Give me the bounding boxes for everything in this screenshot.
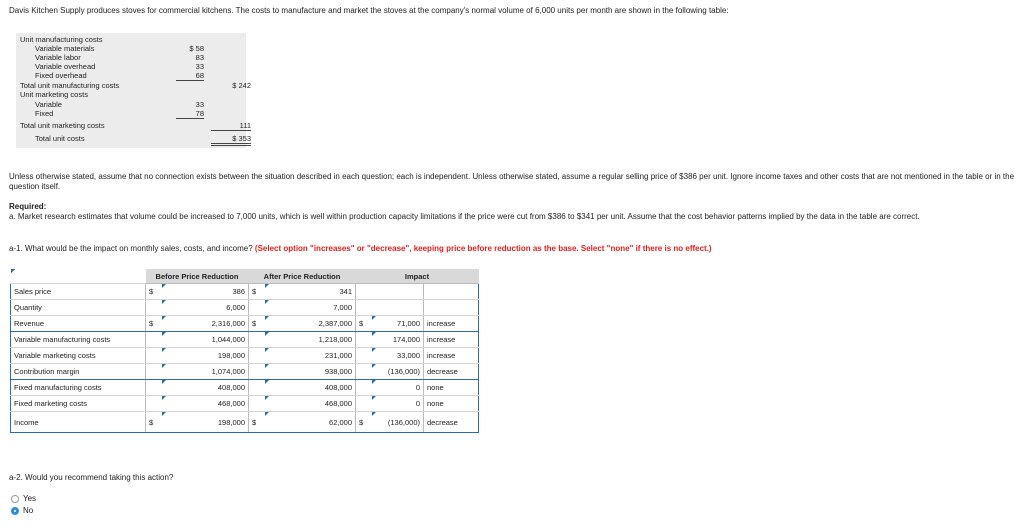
before-value[interactable]: 408,000 xyxy=(162,380,249,396)
impact-table xyxy=(10,269,479,433)
row-label: Quantity xyxy=(11,300,146,316)
row-label: Income xyxy=(11,412,146,433)
radio-no[interactable] xyxy=(11,507,19,515)
cost-label: Total unit manufacturing costs xyxy=(20,81,120,90)
before-value[interactable]: 6,000 xyxy=(162,300,249,316)
row-label: Fixed manufacturing costs xyxy=(11,380,146,396)
cost-label: Unit marketing costs xyxy=(20,90,88,99)
cost-row xyxy=(16,134,251,143)
impact-value xyxy=(372,284,424,300)
before-currency xyxy=(146,348,163,364)
table-row xyxy=(11,396,479,412)
after-currency xyxy=(249,396,266,412)
question-a1-instructions: (Select option "increases" or "decrease", keeping price before reduction as the base. Select "none" if there is no effect.) xyxy=(254,244,712,253)
cost-row xyxy=(16,71,246,80)
cost-row xyxy=(16,53,246,62)
assumptions-text: Unless otherwise stated, assume that no connection exists between the situation described in each question; each is independent. Unless otherwise stated, assume a regular selling price of $386 per unit. Ignore income taxes and other costs that are not mentioned in the table or in the question itself. xyxy=(9,172,1015,191)
before-currency: $ xyxy=(146,412,163,433)
impact-currency xyxy=(356,332,373,348)
header-impact: Impact xyxy=(356,269,479,284)
after-currency: $ xyxy=(249,284,266,300)
cost-label: Variable overhead xyxy=(35,62,96,71)
cost-total: 111 xyxy=(211,121,251,131)
impact-effect-select[interactable]: none xyxy=(424,380,479,396)
cost-label: Total unit costs xyxy=(35,134,85,143)
cost-row xyxy=(16,100,246,109)
impact-effect-select[interactable]: none xyxy=(424,396,479,412)
after-value[interactable]: 2,387,000 xyxy=(265,316,356,332)
before-value[interactable]: 198,000 xyxy=(162,348,249,364)
after-value[interactable]: 468,000 xyxy=(265,396,356,412)
row-label: Variable marketing costs xyxy=(11,348,146,364)
before-currency xyxy=(146,380,163,396)
table-header-row xyxy=(11,269,479,284)
cost-label: Fixed overhead xyxy=(35,71,87,80)
impact-value[interactable]: 33,000 xyxy=(372,348,424,364)
row-label: Variable manufacturing costs xyxy=(11,332,146,348)
row-label: Revenue xyxy=(11,316,146,332)
header-after: After Price Reduction xyxy=(249,269,356,284)
header-blank xyxy=(11,269,146,284)
after-value[interactable]: 1,218,000 xyxy=(265,332,356,348)
before-value[interactable]: 2,316,000 xyxy=(162,316,249,332)
after-currency xyxy=(249,364,266,380)
cost-label: Variable materials xyxy=(35,44,95,53)
question-a1 xyxy=(9,244,1017,254)
cost-label: Variable labor xyxy=(35,53,81,62)
cost-value: 78 xyxy=(176,109,204,119)
table-row xyxy=(11,284,479,300)
cost-value: 33 xyxy=(195,100,204,109)
unit-cost-table xyxy=(16,33,251,148)
before-value[interactable]: 198,000 xyxy=(162,412,249,433)
impact-currency xyxy=(356,396,373,412)
requirement-a: a. Market research estimates that volume could be increased to 7,000 units, which is well within production capacity limitations if the price were cut from $386 to $341 per unit. Assume that the cost behavior patterns implied by the data in the table are correct. xyxy=(9,212,920,221)
table-row xyxy=(11,348,479,364)
table-row xyxy=(11,316,479,332)
after-currency: $ xyxy=(249,316,266,332)
before-currency xyxy=(146,396,163,412)
cost-value: 68 xyxy=(176,71,204,81)
after-currency: $ xyxy=(249,412,266,433)
after-value[interactable]: 62,000 xyxy=(265,412,356,433)
table-row xyxy=(11,380,479,396)
impact-currency: $ xyxy=(356,316,373,332)
after-value[interactable]: 231,000 xyxy=(265,348,356,364)
cost-row xyxy=(16,44,246,53)
cost-row xyxy=(16,62,246,71)
after-currency xyxy=(249,348,266,364)
impact-currency xyxy=(356,284,373,300)
impact-value[interactable]: (136,000) xyxy=(372,412,424,433)
cost-row xyxy=(16,35,246,44)
cost-total: $ 242 xyxy=(232,81,251,90)
row-label: Contribution margin xyxy=(11,364,146,380)
cost-label: Fixed xyxy=(35,109,54,118)
before-currency xyxy=(146,300,163,316)
before-currency: $ xyxy=(146,284,163,300)
before-value[interactable]: 1,044,000 xyxy=(162,332,249,348)
table-row xyxy=(11,332,479,348)
cost-label: Total unit marketing costs xyxy=(20,121,105,130)
impact-currency xyxy=(356,380,373,396)
cost-value: 33 xyxy=(195,62,204,71)
cost-row xyxy=(16,109,246,118)
impact-currency xyxy=(356,300,373,316)
question-a1-text: a-1. What would be the impact on monthly sales, costs, and income? xyxy=(9,244,253,253)
cost-grand-total: $ 353 xyxy=(211,134,251,146)
cost-value: 83 xyxy=(195,53,204,62)
before-value[interactable]: 386 xyxy=(162,284,249,300)
after-value[interactable]: 341 xyxy=(265,284,356,300)
impact-effect-select xyxy=(424,284,479,300)
header-before: Before Price Reduction xyxy=(146,269,249,284)
before-value[interactable]: 468,000 xyxy=(162,396,249,412)
impact-value[interactable]: (136,000) xyxy=(372,364,424,380)
impact-effect-select[interactable]: increase xyxy=(424,316,479,332)
after-value[interactable]: 938,000 xyxy=(265,364,356,380)
impact-value[interactable]: 0 xyxy=(372,396,424,412)
impact-value xyxy=(372,300,424,316)
cost-row xyxy=(16,81,251,90)
impact-effect-select xyxy=(424,300,479,316)
impact-effect-select[interactable]: decrease xyxy=(424,412,479,433)
before-currency xyxy=(146,332,163,348)
row-label: Sales price xyxy=(11,284,146,300)
table-row xyxy=(11,300,479,316)
row-label: Fixed marketing costs xyxy=(11,396,146,412)
impact-effect-select[interactable]: increase xyxy=(424,348,479,364)
before-currency xyxy=(146,364,163,380)
table-row xyxy=(11,364,479,380)
before-value[interactable]: 1,074,000 xyxy=(162,364,249,380)
cost-label: Variable xyxy=(35,100,62,109)
cost-row xyxy=(16,90,246,99)
impact-currency: $ xyxy=(356,412,373,433)
after-currency xyxy=(249,300,266,316)
option-no-label: No xyxy=(23,506,34,515)
intro-text: Davis Kitchen Supply produces stoves for commercial kitchens. The costs to manufacture and market the stoves at the company's normal volume of 6,000 units per month are shown in the following table: xyxy=(9,6,729,15)
impact-value[interactable]: 0 xyxy=(372,380,424,396)
option-yes[interactable] xyxy=(11,494,36,503)
option-yes-label: Yes xyxy=(23,494,37,503)
impact-currency xyxy=(356,348,373,364)
option-no[interactable] xyxy=(11,506,33,515)
radio-yes[interactable] xyxy=(11,495,19,503)
question-a2: a-2. Would you recommend taking this action? xyxy=(9,473,174,482)
impact-value[interactable]: 174,000 xyxy=(372,332,424,348)
after-currency xyxy=(249,380,266,396)
after-currency xyxy=(249,332,266,348)
impact-effect-select[interactable]: increase xyxy=(424,332,479,348)
required-label: Required: xyxy=(9,202,47,211)
before-currency: $ xyxy=(146,316,163,332)
cost-value: $ 58 xyxy=(189,44,204,53)
cost-label: Unit manufacturing costs xyxy=(20,35,103,44)
table-row xyxy=(11,412,479,433)
after-value[interactable]: 408,000 xyxy=(265,380,356,396)
impact-currency xyxy=(356,364,373,380)
after-value[interactable]: 7,000 xyxy=(265,300,356,316)
impact-effect-select[interactable]: decrease xyxy=(424,364,479,380)
impact-value[interactable]: 71,000 xyxy=(372,316,424,332)
cost-row xyxy=(16,121,251,130)
